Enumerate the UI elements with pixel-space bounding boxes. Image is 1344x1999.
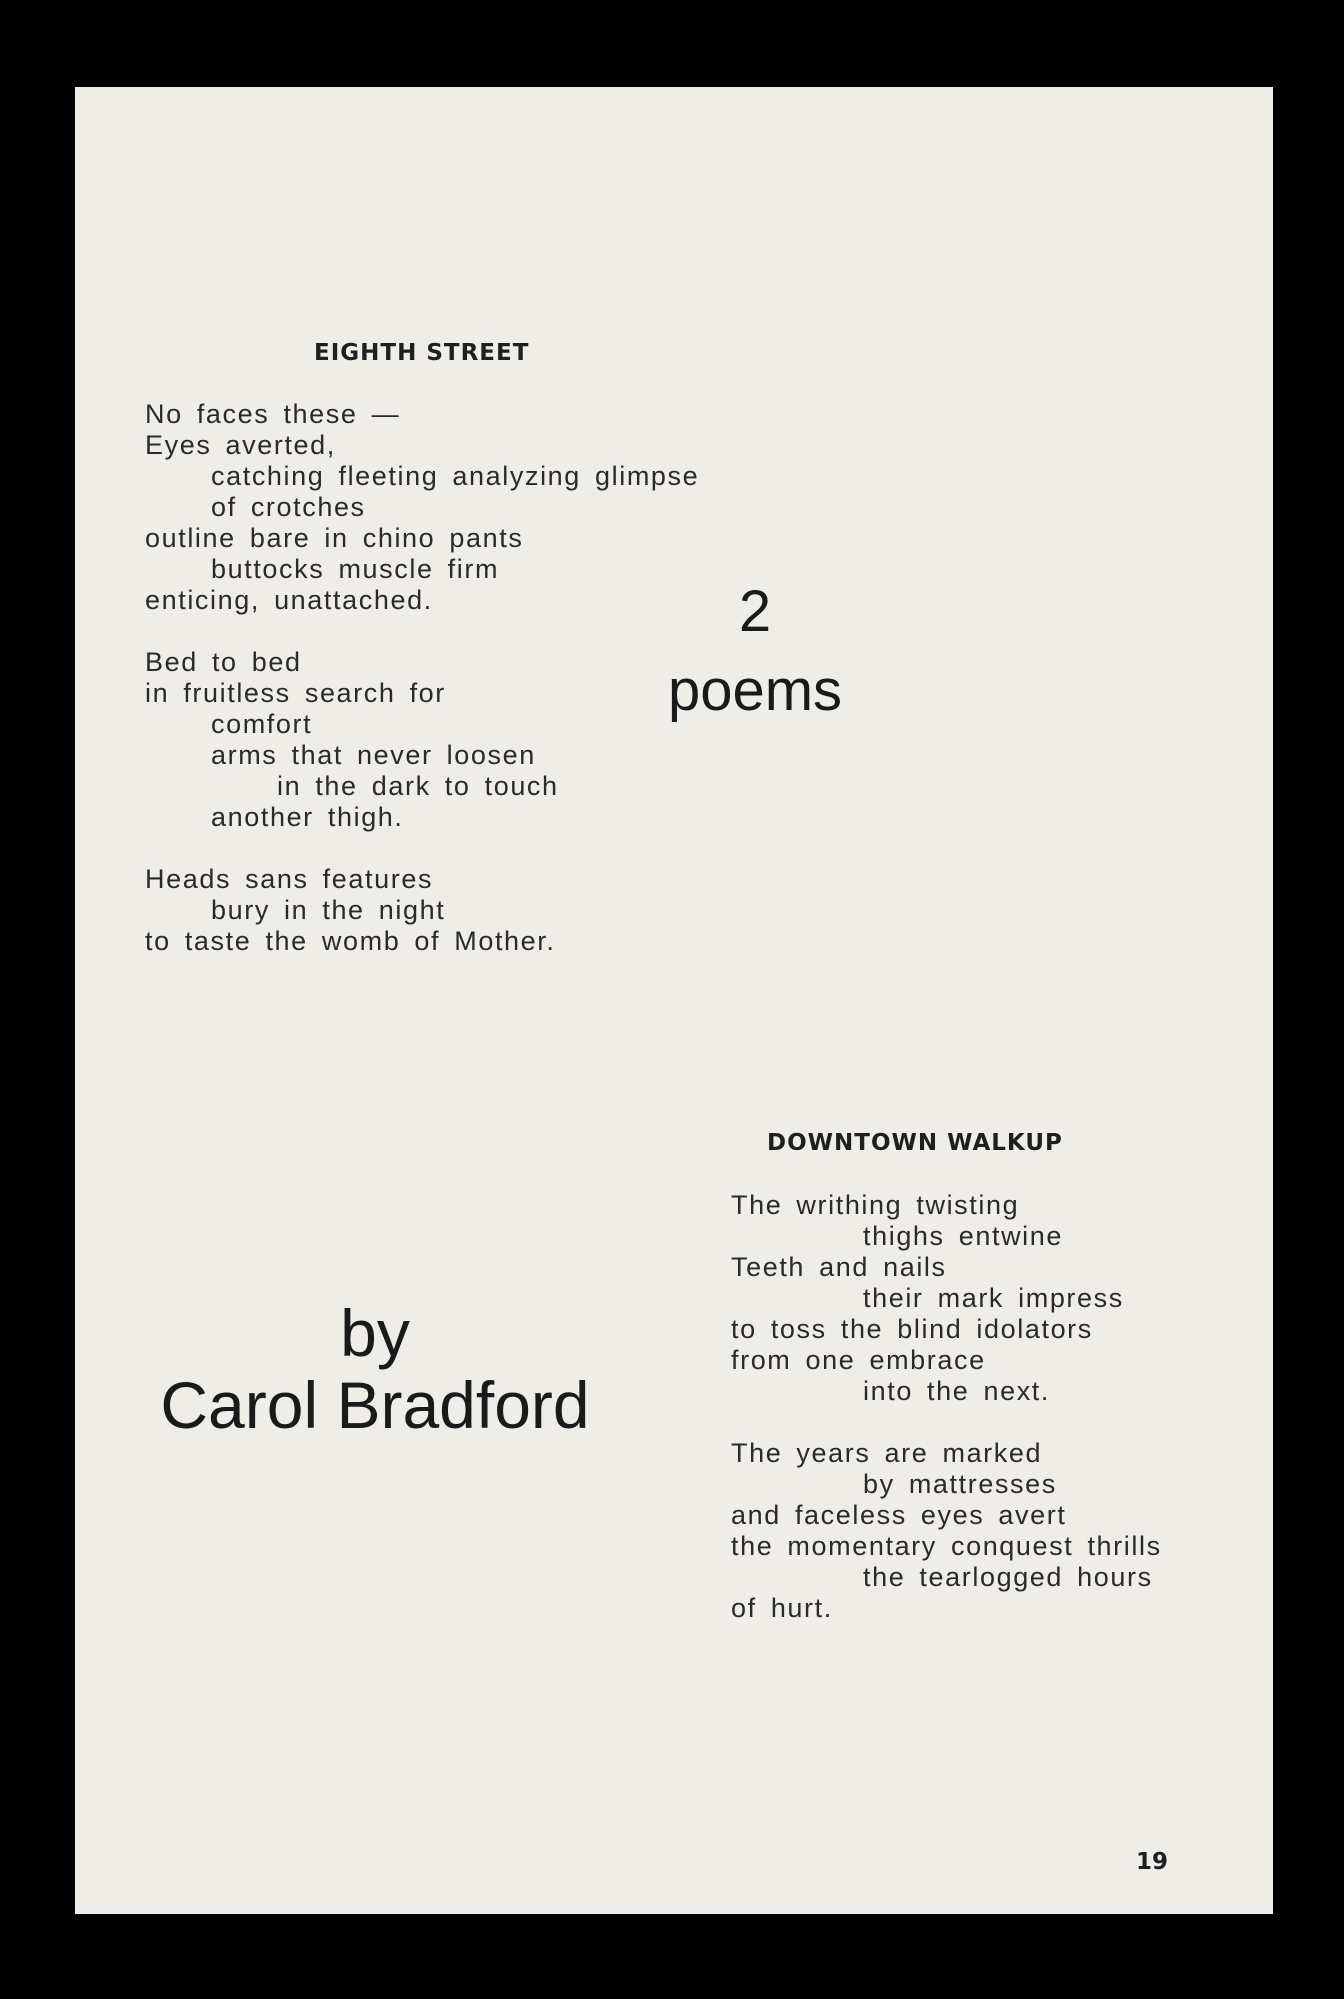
poem-title-eighth-street: EIGHTH STREET — [314, 340, 530, 366]
poem-line: in the dark to touch — [277, 771, 559, 801]
poem-line: another thigh. — [211, 802, 404, 832]
poem-line: The years are marked — [731, 1438, 1043, 1468]
poem-line: thighs entwine — [863, 1221, 1064, 1251]
poem-line: their mark impress — [863, 1283, 1124, 1313]
poem-line: Eyes averted, — [145, 430, 336, 460]
poem-line: bury in the night — [211, 895, 446, 925]
poem-line: the tearlogged hours — [863, 1562, 1153, 1592]
poem-line: in fruitless search for — [145, 678, 446, 708]
poem-line: The writhing twisting — [731, 1190, 1020, 1220]
poem-line: from one embrace — [731, 1345, 986, 1375]
poem-line: arms that never loosen — [211, 740, 536, 770]
poem-line: catching fleeting analyzing glimpse — [211, 461, 700, 491]
poem-line: Bed to bed — [145, 647, 302, 677]
heading-word: poems — [667, 658, 843, 723]
poem-line: by mattresses — [863, 1469, 1057, 1499]
byline-by: by — [340, 1296, 410, 1370]
poem-line: the momentary conquest thrills — [731, 1531, 1162, 1561]
byline-author: Carol Bradford — [160, 1368, 590, 1442]
poem-title-downtown-walkup: DOWNTOWN WALKUP — [767, 1130, 1063, 1156]
poem-downtown-walkup — [731, 1190, 1162, 1624]
poem-line: outline bare in chino pants — [145, 523, 524, 553]
page-number: 19 — [1136, 1849, 1169, 1875]
poem-line: Heads sans features — [145, 864, 434, 894]
poem-line: enticing, unattached. — [145, 585, 433, 615]
poem-line: and faceless eyes avert — [731, 1500, 1067, 1530]
poem-line: to taste the womb of Mother. — [145, 926, 556, 956]
poem-line: of crotches — [211, 492, 366, 522]
heading-number: 2 — [738, 579, 772, 644]
poem-line: to toss the blind idolators — [731, 1314, 1093, 1344]
poem-line: buttocks muscle firm — [211, 554, 500, 584]
poem-line: Teeth and nails — [731, 1252, 947, 1282]
poem-line: of hurt. — [731, 1593, 833, 1623]
page — [75, 87, 1273, 1914]
poem-line: No faces these — — [145, 399, 401, 429]
poem-line: into the next. — [863, 1376, 1051, 1406]
poem-line: comfort — [211, 709, 313, 739]
